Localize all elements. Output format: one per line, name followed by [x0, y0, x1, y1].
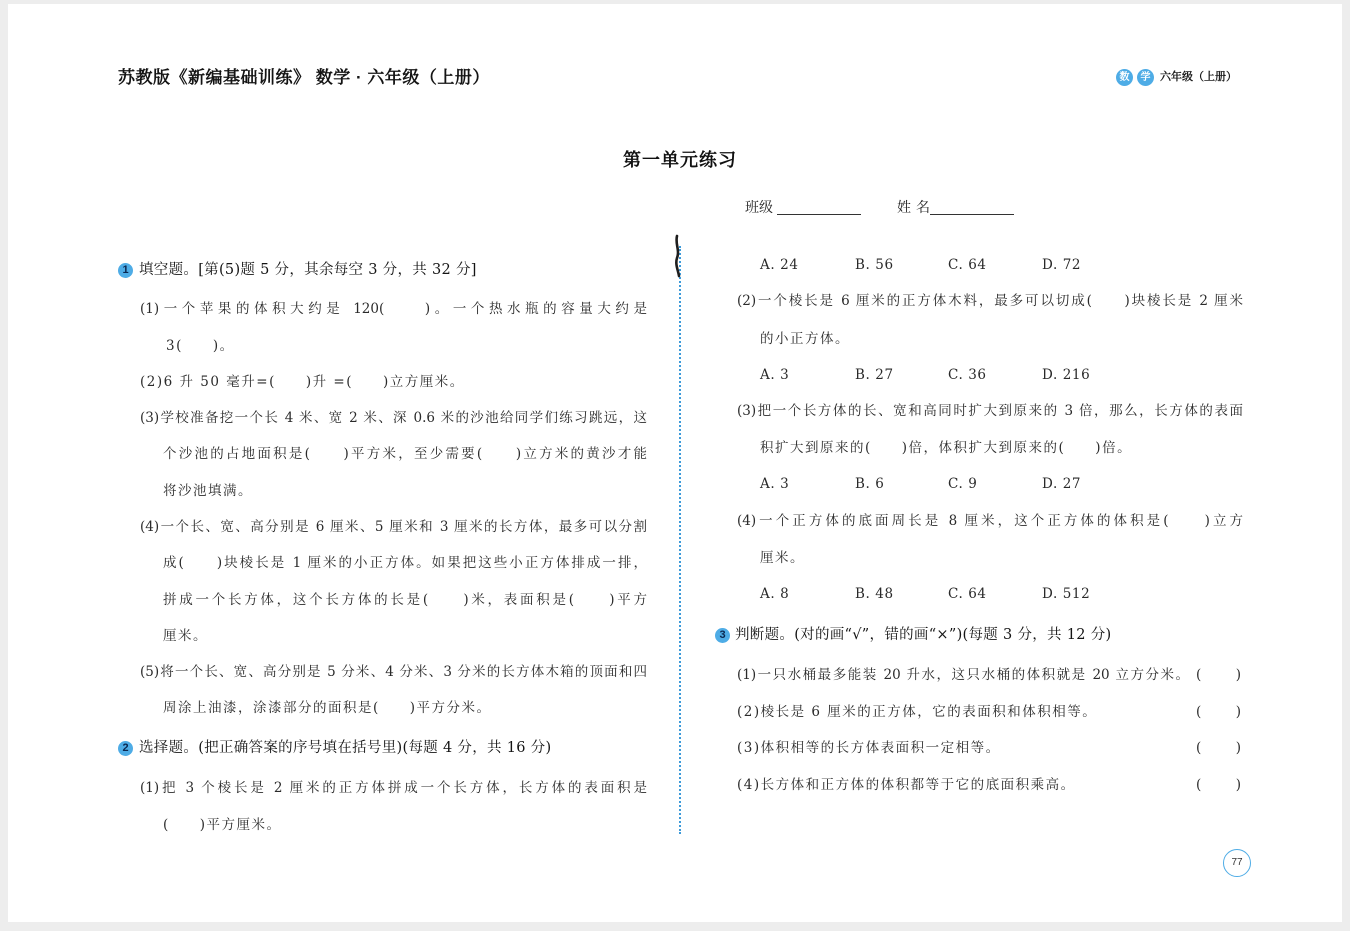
- q2-4-option-b: B. 48: [855, 586, 894, 602]
- q2-1-option-a: A. 24: [760, 257, 799, 273]
- book-title: 苏教版《新编基础训练》 数学 · 六年级（上册）: [118, 68, 490, 87]
- q2-3-option-d: D. 27: [1042, 476, 1082, 492]
- name-label: 姓名: [897, 200, 935, 216]
- scan-mark: [668, 232, 688, 280]
- q2-4-option-c: C. 64: [948, 586, 987, 602]
- q1-4-line-4: 厘米。: [163, 628, 208, 644]
- q1-3-line-3: 将沙池填满。: [163, 483, 253, 499]
- q2-4-line-1: (4)一个正方体的底面周长是 8 厘米，这个正方体的体积是( )立方: [737, 513, 1243, 529]
- class-label: 班级: [745, 200, 773, 216]
- q1-1-line-1: (1)一个苹果的体积大约是 120( )。一个热水瓶的容量大约是: [140, 301, 647, 317]
- q2-1-option-c: C. 64: [948, 257, 987, 273]
- column-divider: [679, 246, 681, 834]
- section-3-number: 3: [715, 628, 730, 643]
- class-underline: [777, 214, 861, 215]
- subject-char-shu: 数: [1116, 69, 1133, 86]
- q3-3-answer-blank: ( ): [1196, 740, 1244, 756]
- grade-label: 六年级（上册）: [1160, 70, 1237, 83]
- subject-grade-badge: [1116, 68, 1237, 86]
- page-number: 77: [1223, 849, 1251, 877]
- section-3-heading: 判断题。(对的画“√”，错的画“×”)(每题 3 分，共 12 分): [735, 627, 1112, 643]
- subject-char-xue: 学: [1137, 69, 1154, 86]
- q2-2-option-b: B. 27: [855, 367, 894, 383]
- page-title: 第一单元练习: [623, 150, 737, 170]
- q1-5-line-2: 周涂上油漆，涂漆部分的面积是( )平方分米。: [163, 700, 492, 716]
- q2-3-option-a: A. 3: [760, 476, 790, 492]
- q3-1-statement: (1)一只水桶最多能装 20 升水，这只水桶的体积就是 20 立方分米。: [737, 667, 1189, 683]
- q2-3-option-c: C. 9: [948, 476, 978, 492]
- q2-4-option-a: A. 8: [760, 586, 790, 602]
- q1-3-line-2: 个沙池的占地面积是( )平方米，至少需要( )立方米的黄沙才能: [163, 446, 647, 462]
- q1-4-line-1: (4)一个长、宽、高分别是 6 厘米、5 厘米和 3 厘米的长方体，最多可以分割: [140, 519, 647, 535]
- q2-2-option-c: C. 36: [948, 367, 987, 383]
- q2-1-line-1: (1)把 3 个棱长是 2 厘米的正方体拼成一个长方体，长方体的表面积是: [140, 780, 647, 796]
- q3-4-statement: (4)长方体和正方体的体积都等于它的底面积乘高。: [737, 777, 1076, 793]
- section-2-number: 2: [118, 741, 133, 756]
- section-1-heading: 填空题。[第(5)题 5 分，其余每空 3 分，共 32 分]: [139, 262, 477, 278]
- q2-3-option-b: B. 6: [855, 476, 885, 492]
- q1-3-line-1: (3)学校准备挖一个长 4 米、宽 2 米、深 0.6 米的沙池给同学们练习跳远，这: [140, 410, 647, 426]
- q2-2-option-d: D. 216: [1042, 367, 1091, 383]
- q2-4-option-d: D. 512: [1042, 586, 1091, 602]
- q1-5-line-1: (5)将一个长、宽、高分别是 5 分米、4 分米、3 分米的长方体木箱的顶面和四: [140, 664, 647, 680]
- name-underline: [930, 214, 1014, 215]
- q2-3-line-2: 积扩大到原来的( )倍，体积扩大到原来的( )倍。: [760, 440, 1133, 456]
- section-2-heading: 选择题。(把正确答案的序号填在括号里)(每题 4 分，共 16 分): [139, 740, 552, 756]
- q1-2-line-1: (2)6 升 50 毫升=( )升 =( )立方厘米。: [140, 374, 465, 390]
- q2-2-line-1: (2)一个棱长是 6 厘米的正方体木料，最多可以切成( )块棱长是 2 厘米: [737, 293, 1243, 309]
- q3-4-answer-blank: ( ): [1196, 777, 1244, 793]
- q3-1-answer-blank: ( ): [1196, 667, 1244, 683]
- q3-2-statement: (2)棱长是 6 厘米的正方体，它的表面积和体积相等。: [737, 704, 1098, 720]
- section-1-number: 1: [118, 263, 133, 278]
- q2-1-line-2: ( )平方厘米。: [163, 817, 282, 833]
- q2-2-line-2: 的小正方体。: [760, 331, 850, 347]
- q2-3-line-1: (3)把一个长方体的长、宽和高同时扩大到原来的 3 倍，那么，长方体的表面: [737, 403, 1243, 419]
- q1-4-line-3: 拼成一个长方体，这个长方体的长是( )米，表面积是( )平方: [163, 592, 647, 608]
- q3-3-statement: (3)体积相等的长方体表面积一定相等。: [737, 740, 1001, 756]
- q1-1-line-2: 3( )。: [166, 338, 235, 354]
- q2-2-option-a: A. 3: [760, 367, 790, 383]
- q2-1-option-b: B. 56: [855, 257, 894, 273]
- q2-1-option-d: D. 72: [1042, 257, 1082, 273]
- q1-4-line-2: 成( )块棱长是 1 厘米的小正方体。如果把这些小正方体排成一排，: [163, 555, 647, 571]
- q2-4-line-2: 厘米。: [760, 550, 805, 566]
- q3-2-answer-blank: ( ): [1196, 704, 1244, 720]
